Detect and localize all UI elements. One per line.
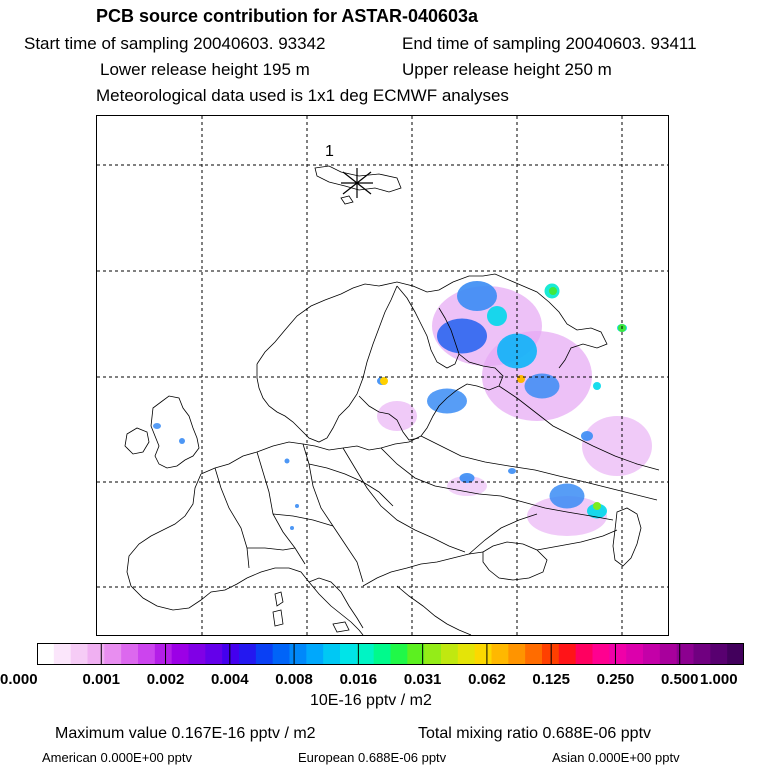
colorbar-cell <box>104 643 121 665</box>
colorbar-tick-label: 1.000 <box>700 671 738 688</box>
colorbar-tick-label: 0.031 <box>403 671 442 688</box>
colorbar-tick-label: 0.002 <box>146 671 185 688</box>
plume-concentration-field <box>153 281 652 536</box>
lower-height-label: Lower release height 195 m <box>100 60 310 79</box>
plume-cell <box>487 306 507 326</box>
plume-cell <box>550 484 585 509</box>
plume-hotspot <box>517 375 525 383</box>
colorbar-tick-label: 0.000 <box>0 671 38 688</box>
plume-cell <box>593 382 601 390</box>
colorbar-cell <box>37 643 54 665</box>
colorbar-cell <box>189 643 206 665</box>
colorbar-cell <box>256 643 273 665</box>
colorbar-cell <box>340 643 357 665</box>
american-contribution-label: American 0.000E+00 pptv <box>42 750 192 765</box>
colorbar-cell <box>593 643 610 665</box>
plume-cell <box>377 401 417 431</box>
plume-cell <box>179 438 185 444</box>
start-time-label: Start time of sampling 20040603. 93342 <box>24 34 326 53</box>
colorbar-cell <box>205 643 222 665</box>
sampling-site-star-icon <box>341 168 373 198</box>
colorbar-cell <box>121 643 138 665</box>
plume-cell <box>437 319 487 354</box>
colorbar-tick-label: 0.250 <box>596 671 635 688</box>
colorbar-cell <box>710 643 727 665</box>
meteo-data-label: Meteorological data used is 1x1 deg ECMWF analyses <box>96 86 509 105</box>
colorbar-tick-label: 0.001 <box>82 671 121 688</box>
asian-contribution-label: Asian 0.000E+00 pptv <box>552 750 680 765</box>
plot-title: PCB source contribution for ASTAR-040603a <box>96 6 479 26</box>
colorbar-tick-label: 0.004 <box>211 671 249 688</box>
colorbar-tick-label: 0.008 <box>275 671 313 688</box>
colorbar-cell <box>609 643 626 665</box>
colorbar-cell <box>424 643 441 665</box>
end-time-label: End time of sampling 20040603. 93411 <box>402 34 697 53</box>
european-contribution-label: European 0.688E-06 pptv <box>298 750 447 765</box>
colorbar-cell <box>172 643 189 665</box>
plume-cell <box>153 423 161 429</box>
map-canvas <box>97 116 668 635</box>
colorbar-cell <box>273 643 290 665</box>
colorbar-cell <box>458 643 475 665</box>
colorbar-cell <box>155 643 172 665</box>
colorbar-cell <box>357 643 374 665</box>
footprint-map <box>96 115 669 636</box>
colorbar-cell <box>660 643 677 665</box>
plume-cell <box>508 468 516 474</box>
colorbar-cell <box>306 643 323 665</box>
plume-cell <box>457 281 497 311</box>
colorbar-cell <box>290 643 307 665</box>
colorbar-cell <box>525 643 542 665</box>
colorbar-cell <box>374 643 391 665</box>
colorbar-cell <box>54 643 71 665</box>
plume-cell <box>290 526 294 530</box>
colorbar-cell <box>559 643 576 665</box>
colorbar-cell <box>88 643 105 665</box>
colorbar-unit-label: 10E-16 pptv / m2 <box>310 692 432 709</box>
colorbar-cell <box>727 643 744 665</box>
plume-cell <box>295 504 299 508</box>
colorbar-tick-label: 0.500 <box>660 671 699 688</box>
total-mixing-ratio-label: Total mixing ratio 0.688E-06 pptv <box>418 725 652 742</box>
colorbar-cell <box>71 643 88 665</box>
colorbar-cell <box>475 643 492 665</box>
colorbar-cell <box>222 643 239 665</box>
sampling-site-label: 1 <box>325 143 334 160</box>
colorbar <box>37 643 744 665</box>
plume-hotspot <box>593 502 601 510</box>
colorbar-cell <box>492 643 509 665</box>
colorbar-cell <box>323 643 340 665</box>
colorbar-tick-label: 0.062 <box>468 671 506 688</box>
upper-height-label: Upper release height 250 m <box>402 60 612 79</box>
colorbar-cell <box>391 643 408 665</box>
plume-cell <box>285 459 290 464</box>
colorbar-cell <box>508 643 525 665</box>
plume-cell <box>460 473 475 483</box>
colorbar-cell <box>576 643 593 665</box>
colorbar-cell <box>441 643 458 665</box>
colorbar-tick-label: 0.125 <box>532 671 570 688</box>
colorbar-cell <box>694 643 711 665</box>
colorbar-cell <box>626 643 643 665</box>
plume-hotspot <box>549 287 557 295</box>
plume-hotspot <box>380 377 388 385</box>
colorbar-tick-label: 0.016 <box>339 671 378 688</box>
plume-cell <box>427 389 467 414</box>
colorbar-cell <box>643 643 660 665</box>
colorbar-cell <box>138 643 155 665</box>
colorbar-cell <box>239 643 256 665</box>
plume-cell <box>581 431 593 441</box>
maximum-value-label: Maximum value 0.167E-16 pptv / m2 <box>55 725 316 742</box>
